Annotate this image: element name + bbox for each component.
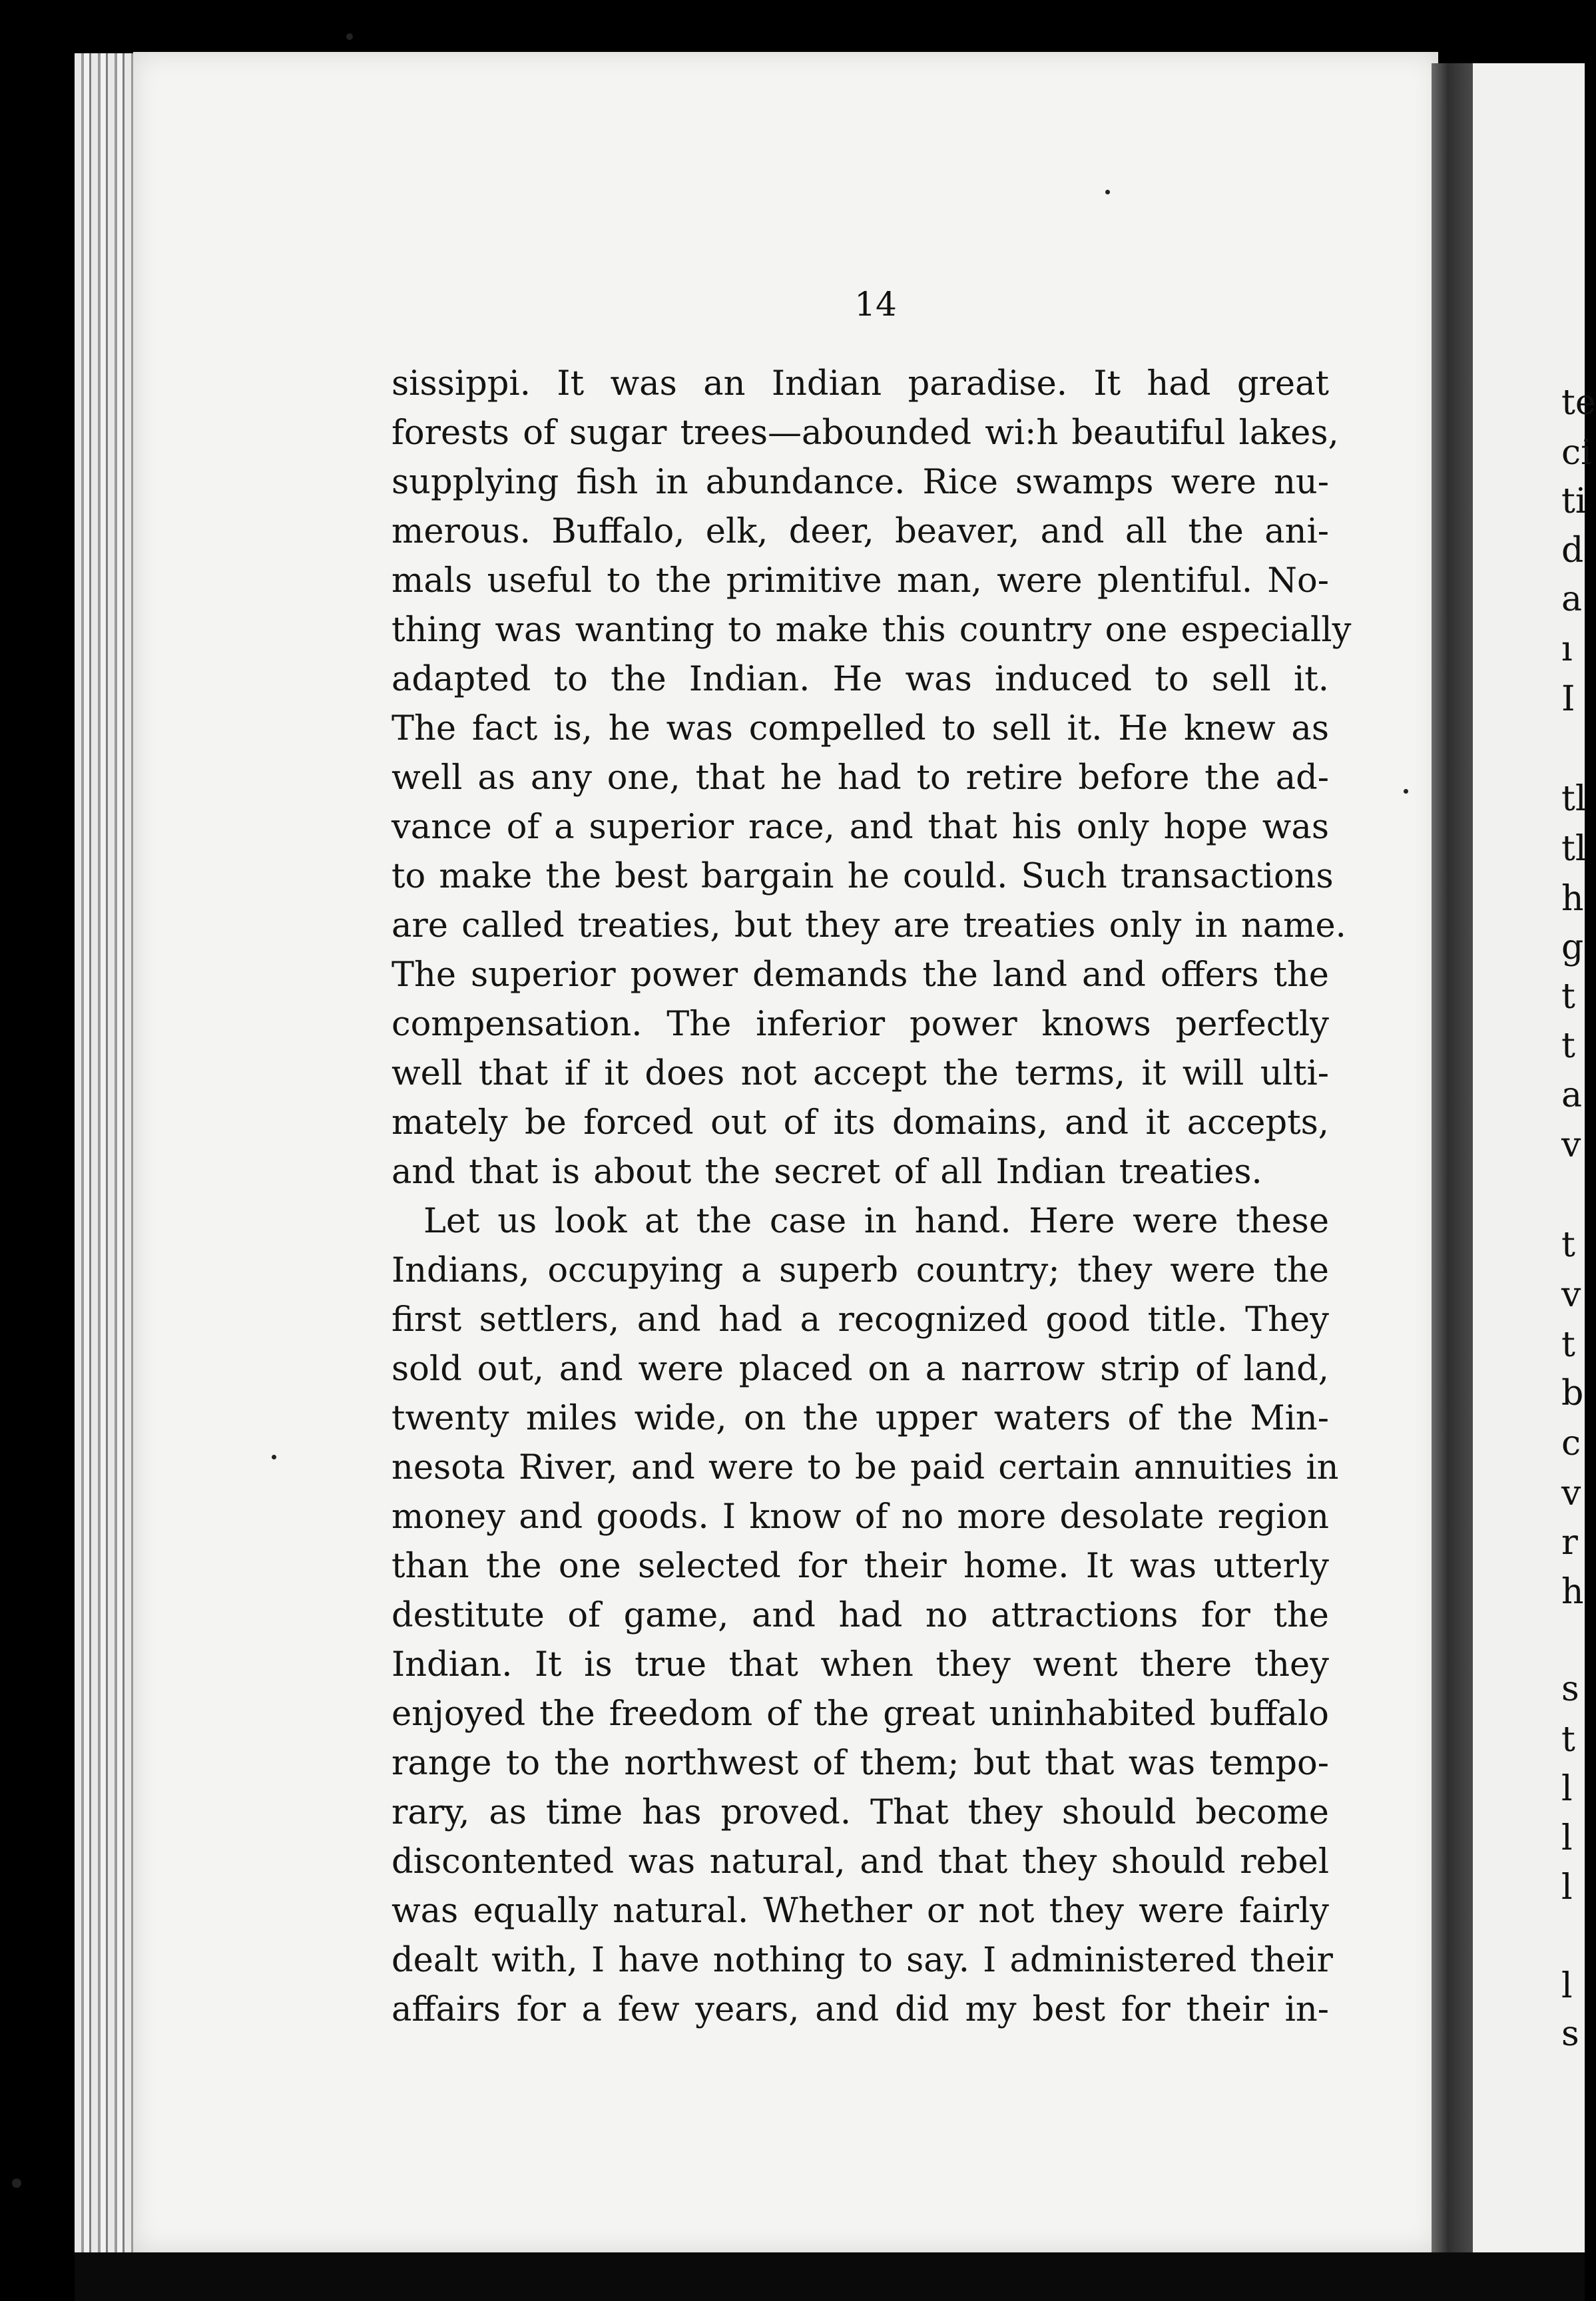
adjacent-fragment: l [1561,1868,1573,1908]
adjacent-fragment: t [1561,1720,1575,1760]
adjacent-fragment: g [1561,927,1584,967]
text-line: vance of a superior race, and that his only hope was [392,808,1329,847]
text-line: are called treaties, but they are treaties only in name. [392,906,1346,945]
text-line: merous. Buffalo, elk, deer, beaver, and all the ani- [392,512,1329,551]
text-line: rary, as time has proved. That they should become [392,1793,1329,1832]
adjacent-fragment: t [1561,1026,1575,1066]
text-line: enjoyed the freedom of the great uninhabited buffalo [392,1694,1329,1734]
adjacent-fragment: a [1561,579,1583,619]
text-line: well as any one, that he had to retire before the ad- [392,758,1329,798]
text-line: thing was wanting to make this country one especially [392,611,1352,650]
adjacent-fragment: h [1561,879,1584,919]
text-line: nesota River, and were to be paid certain annuities in [392,1448,1339,1487]
adjacent-fragment: c [1561,1423,1581,1463]
text-line: than the one selected for their home. It was utterly [392,1547,1329,1586]
adjacent-fragment: l [1561,1818,1573,1858]
adjacent-fragment: tl [1561,779,1587,819]
paragraph-start-line: Let us look at the case in hand. Here were these [423,1202,1329,1241]
text-line: Indians, occupying a superb country; they were the [392,1251,1329,1290]
text-line: discontented was natural, and that they should rebel [392,1842,1329,1882]
text-line: Indian. It is true that when they went there they [392,1645,1329,1684]
adjacent-fragment: v [1561,1125,1581,1165]
text-line: twenty miles wide, on the upper waters of the Min- [392,1399,1329,1438]
book-gutter [1432,63,1473,2254]
adjacent-fragment: t [1561,1325,1575,1365]
page-number: 14 [854,285,897,324]
adjacent-fragment: t [1561,1225,1575,1265]
text-line: to make the best bargain he could. Such transactions [392,857,1334,896]
adjacent-fragment: t [1561,977,1575,1017]
text-line: sold out, and were placed on a narrow strip of land, [392,1350,1329,1389]
text-line: well that if it does not accept the terms, it will ulti- [392,1054,1329,1093]
text-line: compensation. The inferior power knows perfectly [392,1005,1329,1044]
adjacent-fragment: l [1561,1966,1573,2006]
adjacent-fragment: te [1561,383,1596,423]
scan-speck [1105,190,1110,194]
text-line: range to the northwest of them; but that was tempo- [392,1744,1329,1783]
adjacent-fragment: tl [1561,829,1587,869]
scan-border [75,2252,1585,2301]
scan-speck [272,1455,276,1459]
text-line: affairs for a few years, and did my best for their in- [392,1990,1329,2029]
text-line: money and goods. I know of no more desolate region [392,1497,1329,1537]
adjacent-fragment: b [1561,1374,1584,1413]
text-line: mals useful to the primitive man, were plentiful. No- [392,561,1329,601]
text-line: dealt with, I have nothing to say. I administered their [392,1941,1333,1980]
text-line: destitute of game, and had no attractions for the [392,1596,1329,1635]
text-line: The superior power demands the land and offers the [392,955,1329,995]
scan-speck [346,33,353,40]
text-line: forests of sugar trees—abounded wi:h beautiful lakes, [392,413,1339,453]
scan-speck [12,2178,21,2188]
text-line: and that is about the secret of all Indian treaties. [392,1152,1262,1192]
text-line: was equally natural. Whether or not they were fairly [392,1892,1329,1931]
adjacent-fragment: l [1561,1769,1573,1809]
text-line: The fact is, he was compelled to sell it. He knew as [392,709,1329,748]
adjacent-fragment: a [1561,1075,1583,1115]
scan-speck [1404,789,1408,794]
text-line: mately be forced out of its domains, and it accepts, [392,1103,1329,1143]
text-line: first settlers, and had a recognized good title. They [392,1300,1329,1340]
adjacent-fragment: d [1561,531,1584,571]
text-line: sissippi. It was an Indian paradise. It had great [392,364,1329,403]
adjacent-fragment: ti [1561,481,1587,521]
adjacent-fragment: r [1561,1523,1578,1563]
text-line: adapted to the Indian. He was induced to sell it. [392,660,1329,699]
adjacent-fragment: ci [1561,433,1592,473]
adjacent-fragment: v [1561,1473,1581,1513]
adjacent-fragment: I [1561,679,1575,719]
adjacent-fragment: ı [1561,629,1573,669]
adjacent-fragment: s [1561,2014,1579,2054]
adjacent-fragment: s [1561,1669,1579,1709]
body-text [392,360,1352,2035]
adjacent-fragment: v [1561,1275,1581,1315]
adjacent-fragment: h [1561,1572,1584,1612]
adjacent-page [1473,63,1596,2260]
text-line: supplying fish in abundance. Rice swamps were nu- [392,463,1329,502]
